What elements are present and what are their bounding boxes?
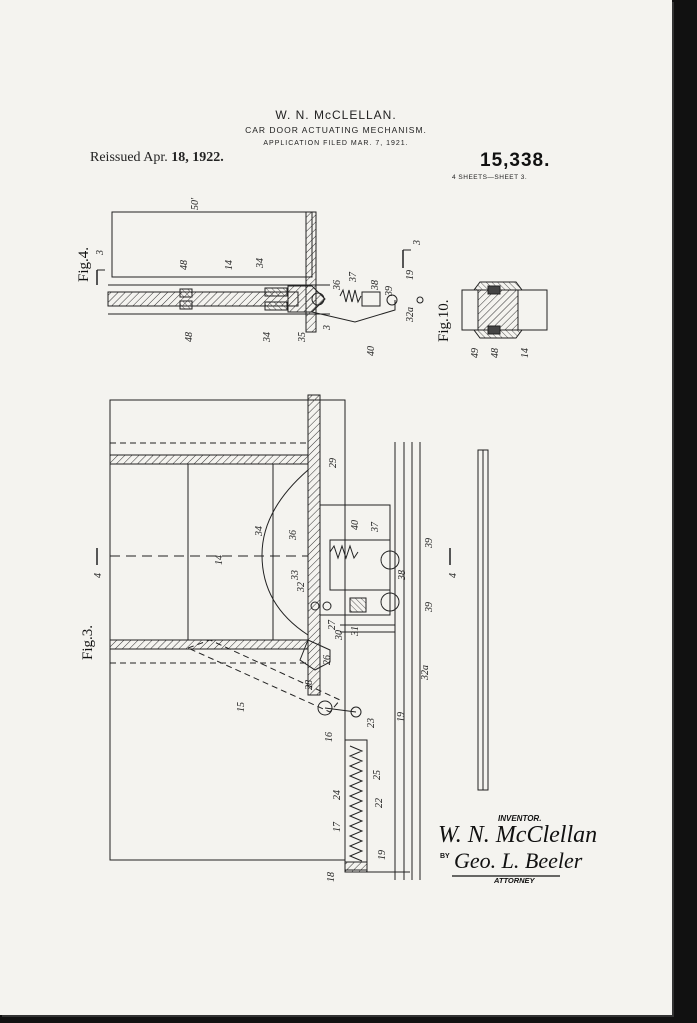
figure-3 (97, 395, 488, 880)
ref-22: 22 (374, 798, 385, 808)
ref-36b: 36 (288, 530, 299, 540)
ref-4a: 4 (93, 573, 104, 578)
figure-4 (97, 212, 423, 332)
ref-19b: 19 (396, 712, 407, 722)
ref-32ab: 32a (420, 665, 431, 680)
ref-18: 18 (326, 872, 337, 882)
fig10-label: Fig.10. (436, 299, 452, 342)
ref-36a: 36 (332, 280, 343, 290)
ref-16: 16 (324, 732, 335, 742)
fig4-label: Fig.4. (76, 246, 92, 282)
filing-date: APPLICATION FILED MAR. 7, 1921. (263, 140, 409, 147)
inventor-caption: INVENTOR. (498, 814, 542, 823)
by-label: BY (440, 853, 450, 860)
ref-39c: 39 (424, 602, 435, 612)
ref-40b: 40 (350, 520, 361, 530)
fig3-label: Fig.3. (80, 624, 96, 660)
door-rail-top (110, 455, 308, 464)
ref-32aa: 32a (405, 307, 416, 322)
ref-26: 26 (322, 655, 333, 665)
ref-34b: 34 (262, 332, 273, 342)
block-38 (362, 292, 380, 306)
ref-35: 35 (297, 332, 308, 342)
spring-37b (330, 546, 358, 558)
ref-3a: 3 (95, 250, 106, 255)
ref-50p: 50' (190, 197, 201, 210)
roller-48-top (180, 289, 192, 297)
ref-48c: 48 (490, 348, 501, 358)
ref-33: 33 (290, 570, 301, 580)
ref-4b: 4 (448, 573, 459, 578)
ref-48b: 48 (184, 332, 195, 342)
ref-40a: 40 (366, 346, 377, 356)
latch-block (350, 598, 366, 612)
cylinder-22 (345, 740, 367, 870)
reissue-date: 18, 1922. (171, 150, 224, 165)
piece-34-bottom (265, 302, 287, 310)
ref-27: 27 (327, 620, 338, 630)
ref-37b: 37 (370, 522, 381, 532)
bracket (330, 540, 390, 590)
ref-23: 23 (366, 718, 377, 728)
ref-19a: 19 (405, 270, 416, 280)
inventor-name: W. N. McCLELLAN. (275, 108, 397, 122)
actuator-34 (262, 470, 308, 635)
pin-32a (417, 297, 423, 303)
ref-39b: 39 (424, 538, 435, 548)
ref-3c: 3 (322, 325, 333, 330)
ref-38b: 38 (397, 570, 408, 580)
fig3-label-group (80, 625, 96, 660)
door-rail-bottom (110, 640, 308, 649)
patent-title: CAR DOOR ACTUATING MECHANISM. (245, 125, 427, 135)
ref-31: 31 (350, 626, 361, 636)
ref-14c: 14 (214, 555, 225, 565)
ref-15: 15 (236, 702, 247, 712)
roller-48-bottom (180, 301, 192, 309)
fig4-label-group (76, 247, 92, 282)
latch-head (288, 286, 325, 312)
ref-49: 49 (470, 348, 481, 358)
ref-38a: 38 (370, 280, 381, 290)
inventor-signature: W. N. McClellan (438, 822, 598, 848)
ref-17: 17 (332, 822, 343, 832)
signature-block (438, 814, 597, 885)
ref-30: 30 (334, 630, 345, 640)
rail-14 (478, 290, 518, 330)
ref-25: 25 (372, 770, 383, 780)
patent-number: 15,338. (480, 150, 551, 171)
attorney-signature: Geo. L. Beeler (454, 848, 583, 873)
ref-37a: 37 (348, 272, 359, 282)
fig10-label-group (436, 299, 452, 342)
cylinder-base (345, 862, 367, 872)
ref-39a: 39 (384, 286, 395, 296)
ref-48a: 48 (179, 260, 190, 270)
spring-37 (340, 290, 361, 302)
spring-24 (350, 746, 362, 861)
arm-40 (312, 300, 395, 322)
ref-19c: 19 (377, 850, 388, 860)
ref-34c: 34 (254, 526, 265, 536)
ref-3b: 3 (412, 240, 423, 245)
ref-32: 32 (296, 582, 307, 592)
sheet-count: 4 SHEETS—SHEET 3. (452, 174, 528, 181)
ref-14b: 14 (520, 348, 531, 358)
ref-34a: 34 (255, 258, 266, 268)
ref-28: 28 (304, 680, 315, 690)
piece-34-top (265, 288, 287, 296)
figure-10 (462, 282, 547, 338)
reissue-prefix: Reissued Apr. (90, 150, 168, 165)
sill (308, 395, 320, 695)
attorney-caption: ATTORNEY (494, 876, 535, 885)
ref-24: 24 (332, 790, 343, 800)
ref-14a: 14 (224, 260, 235, 270)
ref-29: 29 (328, 458, 339, 468)
car-wall (112, 212, 312, 277)
